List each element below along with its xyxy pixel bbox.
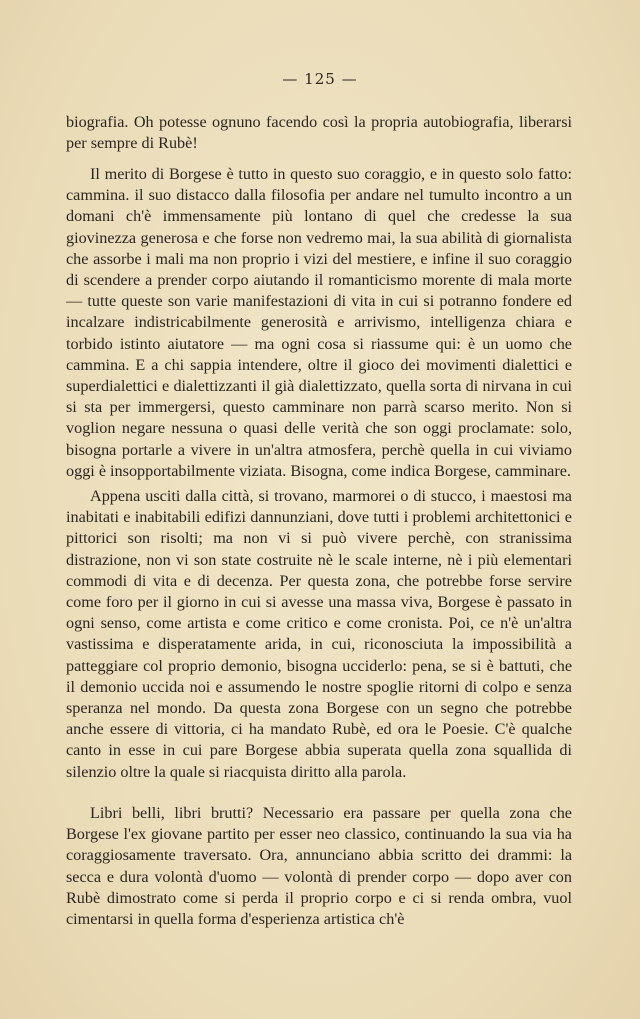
paragraph-merito [66, 164, 572, 482]
paragraph-text: Libri belli, libri brutti? Necessario era passare per quella zona che Borgese l'ex giovane partito per esser neo classico, continuando la sua via ha coraggiosamente traversato. Ora, annunciano abbia scritto dei drammi: la secca e dura volontà d'uomo — volontà di prender corpo — dopo aver con Rubè dimostrato come si perda il proprio corpo e ci si renda ombra, vuol cimentarsi in quella forma d'esperienza artistica ch'è [66, 804, 572, 929]
page-number: — 125 — [282, 70, 358, 88]
paragraph-appena [66, 486, 572, 783]
paragraph-text: Appena usciti dalla città, si trovano, marmorei o di stucco, i maestosi ma inabitati e inabitabili edifizi dannunziani, dove tutti i problemi architettonici e pittorici son risolti; ma non vi si può vivere perchè, con stranissima distrazione, non vi son state costruite nè le scale interne, nè i più elementari commodi di vita e di decenza. Per questa zona, che potrebbe forse servire come foro per il giorno in cui si avesse una massa viva, Borgese è passato in ogni senso, come artista e come critico e come cronista. Poi, ce n'è un'altra vastissima e disperatamente arida, in cui, riconosciuta la impossibilità a patteggiare col proprio demonio, bisogna ucciderlo: pena, se si è battuti, che il demonio uccida noi e assumendo le nostre spoglie ritorni di colpo e senza speranza nel mondo. Da questa zona Borgese con un segno che potrebbe anche essere di vittoria, ci ha mandato Rubè, ed ora le Poesie. C'è qualche canto in esse in cui pare Borgese abbia superata quella zona squallida di silenzio oltre la quale si riacquista diritto alla parola. [66, 487, 572, 781]
paragraph-continuation [66, 112, 572, 154]
paragraph-libri [66, 803, 572, 930]
paragraph-text: biografia. Oh potesse ognuno facendo così la propria autobiografia, liberarsi per sempre di Rubè! [66, 113, 572, 153]
paragraph-text: Il merito di Borgese è tutto in questo suo coraggio, e in questo solo fatto: cammina. il suo distacco dalla filosofia per andare nel tumulto incontro a un domani ch'è immensamente più lontano di quel che credesse la sua giovinezza generosa e che forse non vedremo mai, la sua abilità di giornalista che assorbe i mali ma non proprio i vizi del mestiere, e infine il suo coraggio di scendere a prender corpo aiutando il romanticismo morente di mala morte — tutte queste son varie manifestazioni di vita in cui si potranno fondere ed incalzare indistricabilmente generosità e arrivismo, intelligenza chiara e torbido istinto aiutatore — ma ogni cosa si riassume qui: è un uomo che cammina. E a chi sappia intendere, oltre il gioco dei movimenti dialettici e superdialettici e dialettizzanti il già dialettizzato, quella sorta di nirvana in cui si sta per immergersi, questo camminare non parrà scarso merito. Non si voglion negare nessuna o quasi delle verità che son oggi proclamate: solo, bisogna portarle a vivere in un'altra atmosfera, perchè quella in cui viviamo oggi è insopportabilmente viziata. Bisogna, come indica Borgese, camminare. [66, 165, 572, 480]
